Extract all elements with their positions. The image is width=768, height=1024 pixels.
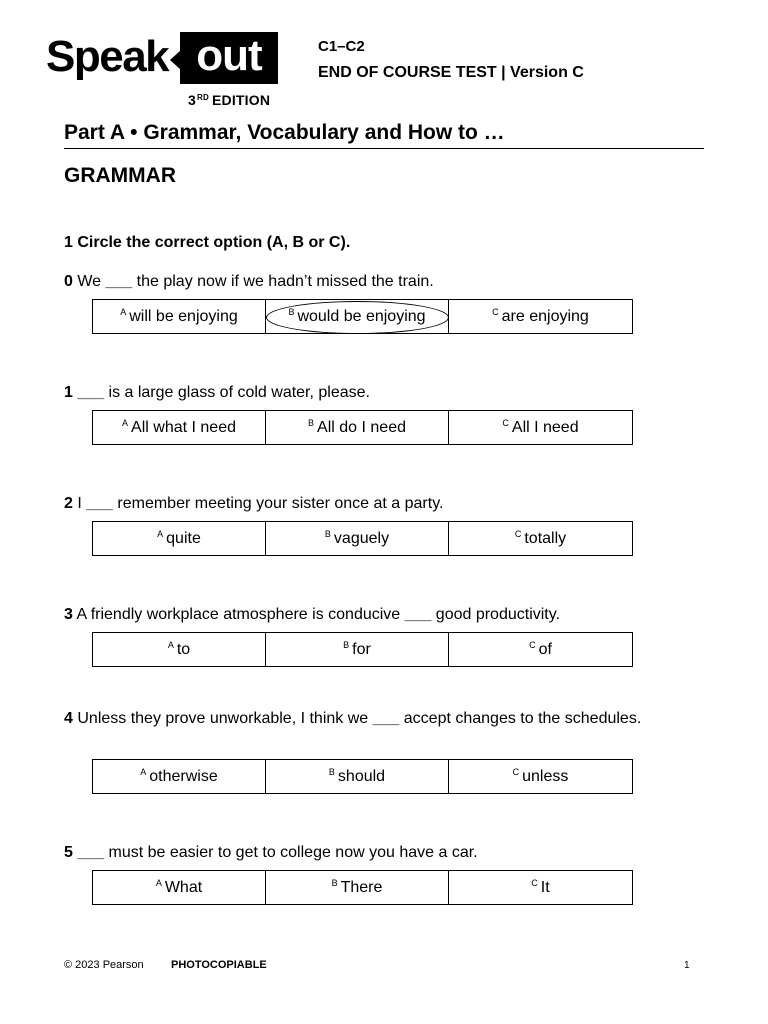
option-text: totally xyxy=(524,530,567,547)
answer-gap: ___ xyxy=(86,495,113,512)
question-text-after: accept changes to the schedules. xyxy=(399,710,642,727)
question-number: 3 xyxy=(64,606,73,623)
logo-out-box xyxy=(180,32,278,84)
question-text-after: the play now if we hadn’t missed the train. xyxy=(132,273,434,290)
option-a[interactable] xyxy=(93,871,266,905)
option-c[interactable] xyxy=(449,633,633,667)
question-number: 1 xyxy=(64,384,73,401)
option-text: will be enjoying xyxy=(129,308,238,325)
question-text-before: We xyxy=(77,273,106,290)
option-letter: A xyxy=(155,878,162,888)
question-1-text xyxy=(64,381,664,404)
page-number: 1 xyxy=(684,960,690,971)
option-letter: C xyxy=(502,418,509,428)
option-text: All do I need xyxy=(317,419,406,436)
question-2-options xyxy=(92,521,633,556)
question-text-after: must be easier to get to college now you have a car. xyxy=(104,844,478,861)
footer-photocopiable: PHOTOCOPIABLE xyxy=(171,959,267,971)
option-a[interactable] xyxy=(93,760,266,794)
question-number: 4 xyxy=(64,710,73,727)
option-letter: B xyxy=(308,418,315,428)
option-b[interactable] xyxy=(266,411,449,445)
option-b[interactable] xyxy=(266,522,449,556)
question-3-options xyxy=(92,632,633,667)
option-text: would be enjoying xyxy=(297,308,426,325)
option-text: What xyxy=(164,879,203,896)
question-number: 2 xyxy=(64,495,73,512)
question-text-after: remember meeting your sister once at a party. xyxy=(112,495,444,512)
question-text-before: A friendly workplace atmosphere is conducive xyxy=(76,606,405,623)
answer-gap: ___ xyxy=(404,606,432,623)
question-number: 0 xyxy=(64,273,73,290)
option-text: unless xyxy=(522,768,569,785)
option-letter: B xyxy=(328,767,335,777)
option-letter: C xyxy=(492,307,499,317)
option-text: are enjoying xyxy=(501,308,589,325)
question-5-text xyxy=(64,841,664,864)
speakout-logo xyxy=(46,30,282,110)
option-text: vaguely xyxy=(333,530,390,547)
option-text: to xyxy=(176,641,191,658)
part-title: Part A • Grammar, Vocabulary and How to … xyxy=(64,121,505,144)
option-letter: A xyxy=(140,767,147,777)
option-c[interactable] xyxy=(449,300,633,334)
option-letter: B xyxy=(324,529,331,539)
answer-gap: ___ xyxy=(77,384,105,401)
question-text-after: good productivity. xyxy=(431,606,561,623)
option-b[interactable] xyxy=(266,633,449,667)
option-letter: A xyxy=(167,640,174,650)
option-text: of xyxy=(538,641,552,658)
option-c[interactable] xyxy=(449,522,633,556)
option-a[interactable] xyxy=(93,633,266,667)
option-b[interactable] xyxy=(266,871,449,905)
option-a[interactable] xyxy=(93,522,266,556)
option-letter: B xyxy=(288,307,295,317)
question-5-options xyxy=(92,870,633,905)
question-4-text xyxy=(64,707,680,730)
option-text: All I need xyxy=(511,419,579,436)
question-number: 5 xyxy=(64,844,73,861)
answer-gap: ___ xyxy=(372,710,400,727)
question-1-options xyxy=(92,410,633,445)
option-b[interactable] xyxy=(266,300,449,334)
option-letter: C xyxy=(529,640,536,650)
option-letter: B xyxy=(331,878,338,888)
option-c[interactable] xyxy=(449,411,633,445)
option-a[interactable] xyxy=(93,300,266,334)
option-letter: B xyxy=(343,640,350,650)
level-label: C1–C2 xyxy=(318,38,365,55)
answer-gap: ___ xyxy=(105,273,133,290)
option-text: quite xyxy=(166,530,201,547)
option-c[interactable] xyxy=(449,760,633,794)
option-text: It xyxy=(540,879,550,896)
option-text: should xyxy=(337,768,386,785)
option-b[interactable] xyxy=(266,760,449,794)
question-text-before: I xyxy=(77,495,87,512)
question-2-text xyxy=(64,492,664,515)
question-4-options xyxy=(92,759,633,794)
logo-edition: 3RD EDITION xyxy=(188,92,271,108)
test-title: END OF COURSE TEST | Version C xyxy=(318,64,584,81)
question-0-text xyxy=(64,270,664,293)
option-letter: A xyxy=(120,307,127,317)
option-text: All what I need xyxy=(131,419,236,436)
question-text-before: Unless they prove unworkable, I think we xyxy=(77,710,373,727)
option-text: There xyxy=(340,879,383,896)
exercise-instruction: 1 Circle the correct option (A, B or C). xyxy=(64,234,351,251)
question-3-text xyxy=(64,603,664,626)
option-letter: C xyxy=(514,529,522,539)
option-letter: C xyxy=(531,878,538,888)
footer-copyright: © 2023 Pearson xyxy=(64,959,144,971)
answer-gap: ___ xyxy=(77,844,105,861)
option-letter: C xyxy=(512,767,520,777)
option-letter: A xyxy=(122,418,129,428)
question-text-after: is a large glass of cold water, please. xyxy=(104,384,370,401)
part-divider xyxy=(64,148,704,149)
option-letter: A xyxy=(157,529,164,539)
logo-speak-text: Speak xyxy=(46,32,169,81)
option-text: otherwise xyxy=(149,768,218,785)
question-0-options xyxy=(92,299,633,334)
option-text: for xyxy=(352,641,371,658)
option-c[interactable] xyxy=(449,871,633,905)
logo-out-text: out xyxy=(196,31,262,80)
section-heading: GRAMMAR xyxy=(64,164,176,187)
option-a[interactable] xyxy=(93,411,266,445)
